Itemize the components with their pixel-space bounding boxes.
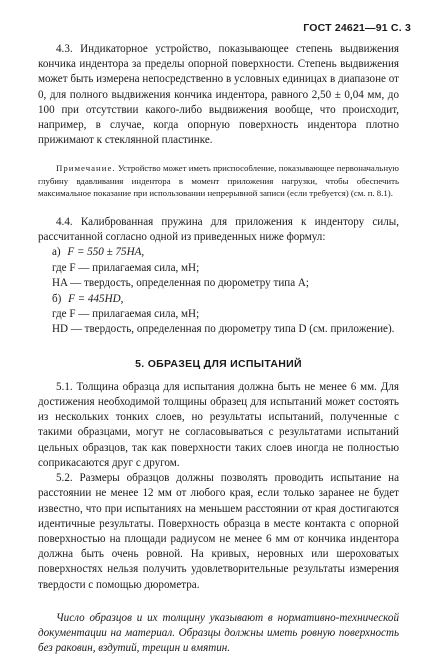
formula-a-expr: F = 550 ± 75HA, (67, 246, 145, 259)
formula-b-def: HD — твердость, определенная по дюрометру типа D (см. приложение). (52, 323, 395, 336)
clause-5-1: 5.1. Толщина образца для испытания должна быть не менее 6 мм. Для достижения необходимой толщины образец для испытаний может состоять из нескольких тонких слоев, но результаты испытаний, полученные с такими образцами, могут не согласовываться с результатами испытаний цельных образцов, так как поверхности таких слоев иногда не полностью соприкасаются друг с другом. (38, 380, 399, 469)
italic-paragraph: Число образцов и их толщину указывают в нормативно-технической документации на материал. Образцы должны иметь ровную поверхность без раковин, вздутий, трещин и вмятин. (38, 611, 399, 655)
formula-a-label: а) (52, 246, 61, 259)
formula-b (38, 292, 399, 307)
note-text: Устройство может иметь приспособление, показывающее первоначальную глубину вдавливания индентора в момент приложения нагрузки, чтобы обеспечить максимальное показание при использовании непрерывной записи (если требуется) (см. п. 8.1). (38, 163, 399, 198)
note-lead: Примечание. (56, 163, 116, 174)
clause-4-3: 4.3. Индикаторное устройство, показывающее степень выдвижения кончика индентора за пределы опорной поверхности. Степень выдвижения может быть измерена непосредственно в условных единицах в диапазоне от 0, для полного выдвижения кончика индентора, равного 2,50 ± 0,04 мм, до 100 при отсутствии какого-либо выдвижения вообще, что происходит, например, в случае, когда опорную поверхность индентора плотно прижимают к стеклянной пластинке. (38, 43, 399, 147)
running-header: ГОСТ 24621—91 С. 3 (303, 22, 411, 34)
formula-a (38, 245, 399, 260)
formula-b-label: б) (52, 292, 62, 305)
formula-b-where: где F — прилагаемая сила, мН; (52, 308, 200, 321)
formula-a-def: HA — твердость, определенная по дюрометру типа А; (52, 277, 309, 290)
clause-5-2: 5.2. Размеры образцов должны позволять проводить испытание на расстоянии не менее 12 мм от любого края, если только заранее не будет известно, что при испытаниях на меньшем расстоянии от края достигаются идентичные результаты. Поверхность образца в месте контакта с опорной поверхностью на площади радиусом не менее 6 мм от кончика индентора должна быть очень ровной. На кривых, неровных или шероховатых поверхностях нельзя получить удовлетворительные результаты измерения твердости с помощью дюрометра. (38, 472, 399, 591)
clause-4-4: 4.4. Калиброванная пружина для приложения к индентору силы, рассчитанной согласно одной из приведенных ниже формул: (38, 216, 399, 244)
section-5-title: 5. ОБРАЗЕЦ ДЛЯ ИСПЫТАНИЙ (135, 357, 302, 370)
note (38, 162, 399, 199)
formula-a-where: где F — прилагаемая сила, мН; (52, 261, 200, 274)
formula-b-expr: F = 445HD, (68, 292, 124, 305)
